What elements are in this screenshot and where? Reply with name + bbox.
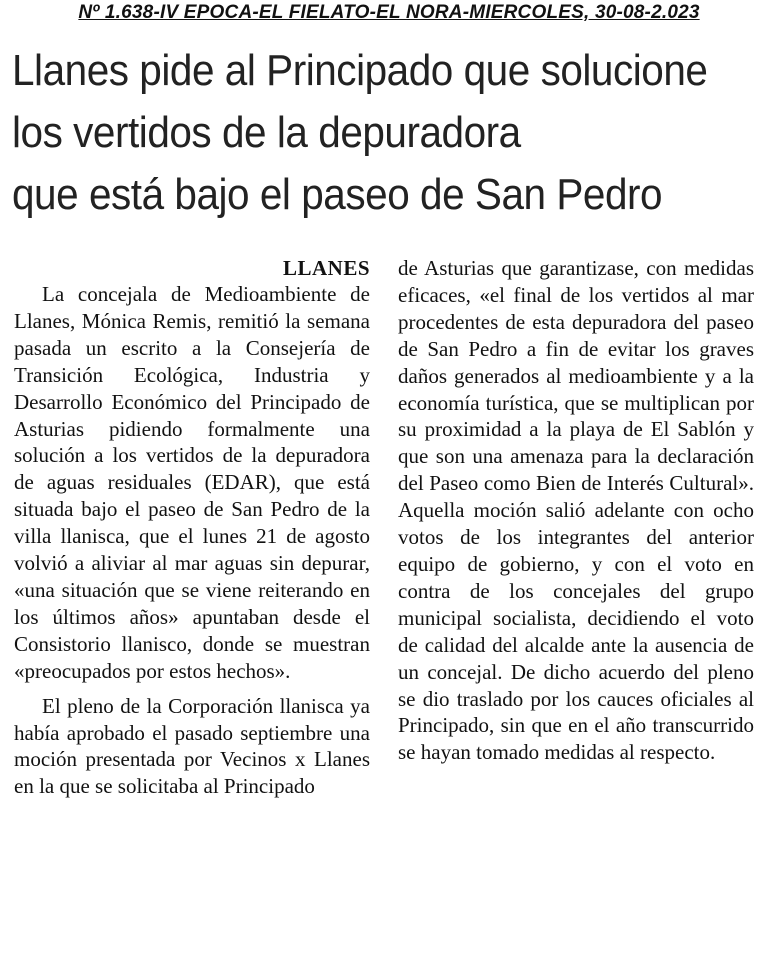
headline-line-3: que está bajo el paseo de San Pedro — [12, 170, 663, 219]
article-paragraph-2: El pleno de la Corporación llanisca ya había aprobado el pasado septiembre una moción presentada por Vecinos x Llanes en la que se solicitaba al Principado — [14, 693, 370, 799]
article-paragraph-3: de Asturias que garantizase, con medidas eficaces, «el final de los vertidos al mar procedentes de esta depuradora del paseo de San Pedro a fin de evitar los graves daños generados al medioambiente y a la economía turística, que se multiplican por su proximidad a la playa de El Sablón y que son una amenaza para la declaración del Paseo como Bien de Interés Cultural». Aquella moción salió adelante con ocho votos de los integrantes del anterior equipo de gobierno, y con el voto en contra de los concejales del grupo municipal socialista, decidiendo el voto de calidad del alcalde ante la ausencia de un concejal. De dicho acuerdo del pleno se dio traslado por los cauces oficiales al Principado, sin que en el año transcurrido se hayan tomado medidas al respecto. — [398, 256, 754, 765]
article-column-right — [398, 255, 754, 766]
article-column-left — [14, 255, 370, 800]
headline — [12, 40, 772, 226]
headline-line-1: Llanes pide al Principado que solucione — [12, 46, 708, 95]
issue-header: Nº 1.638-IV EPOCA-EL FIELATO-EL NORA-MIERCOLES, 30-08-2.023 — [78, 2, 700, 23]
article-paragraph-1: La concejala de Medioambiente de Llanes, Mónica Remis, remitió la semana pasada un escrito a la Consejería de Transición Ecológica, Industria y Desarrollo Económico del Principado de Asturias pidiendo formalmente una solución a los vertidos de la depuradora de aguas residuales (EDAR), que está situada bajo el paseo de San Pedro de la villa llanisca, que el lunes 21 de agosto volvió a aliviar al mar aguas sin depurar, «una situación que se viene reiterando en los últimos años» apuntaban desde el Consistorio llanisco, donde se muestran «preocupados por estos hechos». — [14, 282, 370, 683]
headline-line-2: los vertidos de la depuradora — [12, 108, 521, 157]
dateline: LLANES — [282, 256, 370, 280]
